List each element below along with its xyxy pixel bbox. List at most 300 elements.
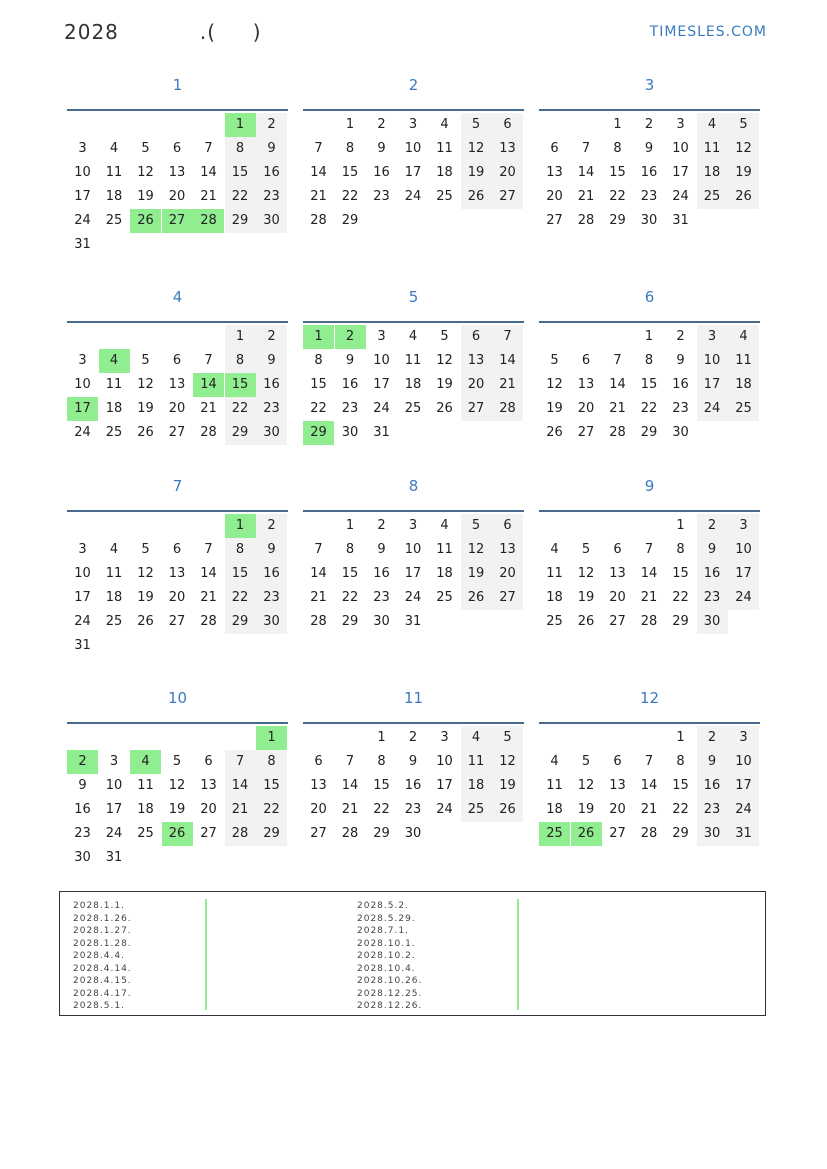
day-cell: 1 bbox=[613, 117, 622, 132]
day-cell: 14 bbox=[609, 377, 626, 392]
day-cell: 23 bbox=[373, 189, 390, 204]
day-cell: 2 bbox=[256, 514, 287, 538]
day-cell: 7 bbox=[644, 542, 654, 557]
day-cell: 17 bbox=[436, 778, 453, 793]
day-cell: 12 bbox=[461, 137, 492, 161]
day-cell: 4 bbox=[109, 141, 119, 156]
day-cell: 1 bbox=[345, 117, 355, 132]
day-cell: 18 bbox=[546, 802, 563, 817]
day-cell: 23 bbox=[640, 189, 658, 204]
day-cell: 10 bbox=[74, 165, 91, 180]
day-cell: 14 bbox=[225, 774, 256, 798]
day-cell: 23 bbox=[697, 798, 728, 822]
day-cell: 18 bbox=[105, 590, 123, 605]
legend-item: 2028.7.1. bbox=[357, 926, 409, 936]
day-cell: 28 bbox=[640, 614, 658, 629]
day-cell: 21 bbox=[492, 373, 523, 397]
day-cell: 12 bbox=[137, 377, 154, 392]
day-cell: 3 bbox=[728, 726, 759, 750]
day-cell: 13 bbox=[168, 566, 186, 581]
day-cell: 28 bbox=[310, 614, 327, 629]
day-cell: 15 bbox=[609, 165, 626, 180]
day-cell: 27 bbox=[162, 209, 193, 233]
legend-divider-right bbox=[517, 899, 519, 1010]
day-cell: 5 bbox=[141, 141, 150, 156]
day-cell: 10 bbox=[404, 141, 422, 156]
day-cell: 31 bbox=[373, 425, 390, 440]
day-cell: 18 bbox=[436, 165, 453, 180]
day-cell: 20 bbox=[609, 590, 626, 605]
legend-item: 2028.1.26. bbox=[73, 913, 132, 924]
day-cell: 4 bbox=[109, 542, 119, 557]
day-cell: 30 bbox=[697, 610, 728, 634]
day-cell: 26 bbox=[728, 185, 759, 209]
day-cell: 19 bbox=[728, 161, 759, 185]
day-cell: 11 bbox=[461, 750, 492, 774]
day-cell: 15 bbox=[225, 373, 256, 397]
day-cell: 17 bbox=[74, 189, 91, 204]
day-cell: 24 bbox=[697, 397, 728, 421]
day-cell: 25 bbox=[697, 185, 728, 209]
day-cell: 30 bbox=[697, 822, 728, 846]
day-cell: 22 bbox=[310, 401, 327, 416]
day-cell: 25 bbox=[404, 401, 422, 416]
month-grid bbox=[539, 321, 760, 440]
day-cell: 10 bbox=[672, 141, 689, 156]
month-12 bbox=[539, 688, 760, 841]
day-cell: 8 bbox=[613, 141, 622, 156]
day-cell: 9 bbox=[78, 778, 87, 793]
month-5 bbox=[303, 287, 524, 440]
day-cell: 16 bbox=[373, 165, 390, 180]
month-grid bbox=[303, 321, 524, 440]
day-cell: 9 bbox=[256, 349, 287, 373]
day-cell: 4 bbox=[550, 542, 559, 557]
day-cell: 19 bbox=[137, 590, 154, 605]
day-cell: 2 bbox=[377, 518, 386, 533]
day-cell: 13 bbox=[310, 778, 327, 793]
legend-item: 2028.5.2. bbox=[357, 901, 409, 911]
day-cell: 30 bbox=[341, 425, 359, 440]
day-cell: 23 bbox=[256, 586, 287, 610]
day-cell: 21 bbox=[609, 401, 626, 416]
day-cell: 16 bbox=[697, 562, 728, 586]
brand-logo-text[interactable]: TIMESLES.COM bbox=[649, 24, 767, 40]
day-cell: 7 bbox=[204, 353, 213, 368]
day-cell: 16 bbox=[697, 774, 728, 798]
legend-item: 2028.10.2. bbox=[357, 951, 416, 961]
day-cell: 8 bbox=[314, 353, 323, 368]
day-cell: 11 bbox=[105, 566, 123, 581]
day-cell: 9 bbox=[377, 542, 386, 557]
day-cell: 14 bbox=[492, 349, 523, 373]
day-cell: 22 bbox=[225, 586, 256, 610]
day-cell: 24 bbox=[74, 213, 91, 228]
day-cell: 29 bbox=[303, 421, 334, 445]
day-cell: 7 bbox=[314, 141, 323, 156]
month-grid bbox=[303, 510, 524, 629]
day-cell: 19 bbox=[461, 562, 492, 586]
day-cell: 3 bbox=[440, 730, 449, 745]
day-cell: 21 bbox=[341, 802, 359, 817]
day-cell: 14 bbox=[640, 566, 658, 581]
day-cell: 13 bbox=[577, 377, 595, 392]
day-cell: 1 bbox=[676, 730, 685, 745]
day-cell: 20 bbox=[492, 562, 523, 586]
day-cell: 6 bbox=[492, 113, 523, 137]
day-cell: 9 bbox=[256, 538, 287, 562]
day-cell: 27 bbox=[168, 425, 186, 440]
day-cell: 23 bbox=[74, 826, 91, 841]
day-cell: 19 bbox=[492, 774, 523, 798]
day-cell: 5 bbox=[141, 542, 150, 557]
month-7 bbox=[67, 476, 288, 653]
day-cell: 9 bbox=[676, 353, 685, 368]
day-cell: 5 bbox=[141, 353, 150, 368]
day-cell: 5 bbox=[581, 754, 591, 769]
day-cell: 3 bbox=[676, 117, 685, 132]
day-cell: 4 bbox=[461, 726, 492, 750]
day-cell: 10 bbox=[74, 566, 91, 581]
month-title: 7 bbox=[172, 477, 183, 495]
day-cell: 28 bbox=[609, 425, 626, 440]
day-cell: 20 bbox=[168, 189, 186, 204]
day-cell: 4 bbox=[697, 113, 728, 137]
day-cell: 24 bbox=[74, 425, 91, 440]
day-cell: 7 bbox=[613, 353, 622, 368]
day-cell: 30 bbox=[640, 213, 658, 228]
day-cell: 27 bbox=[492, 586, 523, 610]
month-8 bbox=[303, 476, 524, 629]
day-cell: 17 bbox=[728, 562, 759, 586]
day-cell: 18 bbox=[436, 566, 453, 581]
legend-item: 2028.5.29. bbox=[357, 913, 416, 924]
day-cell: 29 bbox=[225, 209, 256, 233]
day-cell: 7 bbox=[204, 141, 213, 156]
month-grid bbox=[67, 109, 288, 252]
day-cell: 3 bbox=[78, 141, 87, 156]
day-cell: 13 bbox=[609, 566, 626, 581]
day-cell: 18 bbox=[137, 802, 154, 817]
day-cell: 25 bbox=[436, 189, 453, 204]
day-cell: 2 bbox=[67, 750, 98, 774]
day-cell: 29 bbox=[672, 826, 689, 841]
day-cell: 29 bbox=[225, 421, 256, 445]
day-cell: 14 bbox=[310, 566, 327, 581]
month-title: 2 bbox=[408, 76, 419, 94]
day-cell: 25 bbox=[461, 798, 492, 822]
day-cell: 7 bbox=[581, 141, 591, 156]
day-cell: 26 bbox=[130, 209, 161, 233]
day-cell: 20 bbox=[577, 401, 595, 416]
day-cell: 9 bbox=[644, 141, 654, 156]
day-cell: 28 bbox=[577, 213, 595, 228]
day-cell: 2 bbox=[676, 329, 685, 344]
day-cell: 13 bbox=[200, 778, 217, 793]
day-cell: 26 bbox=[461, 185, 492, 209]
day-cell: 10 bbox=[728, 538, 759, 562]
day-cell: 4 bbox=[550, 754, 559, 769]
day-cell: 10 bbox=[404, 542, 422, 557]
legend-column-left bbox=[73, 900, 132, 1013]
legend-item: 2028.5.1. bbox=[73, 1001, 125, 1011]
day-cell: 15 bbox=[672, 778, 689, 793]
day-cell: 17 bbox=[74, 590, 91, 605]
day-cell: 11 bbox=[546, 778, 563, 793]
day-cell: 22 bbox=[672, 802, 689, 817]
day-cell: 30 bbox=[672, 425, 689, 440]
day-cell: 6 bbox=[204, 754, 213, 769]
month-6 bbox=[539, 287, 760, 440]
day-cell: 1 bbox=[676, 518, 685, 533]
day-cell: 4 bbox=[408, 329, 418, 344]
day-cell: 19 bbox=[577, 802, 595, 817]
day-cell: 21 bbox=[310, 189, 327, 204]
month-4 bbox=[67, 287, 288, 440]
month-title: 3 bbox=[644, 76, 655, 94]
day-cell: 15 bbox=[341, 165, 359, 180]
legend-column-right bbox=[357, 900, 422, 1013]
day-cell: 11 bbox=[105, 377, 123, 392]
day-cell: 8 bbox=[345, 141, 355, 156]
day-cell: 27 bbox=[546, 213, 563, 228]
day-cell: 5 bbox=[461, 113, 492, 137]
day-cell: 26 bbox=[436, 401, 453, 416]
month-grid bbox=[539, 510, 760, 629]
month-1 bbox=[67, 75, 288, 252]
day-cell: 13 bbox=[492, 538, 523, 562]
day-cell: 16 bbox=[256, 373, 287, 397]
day-cell: 19 bbox=[137, 401, 154, 416]
day-cell: 26 bbox=[577, 614, 595, 629]
day-cell: 11 bbox=[436, 141, 453, 156]
day-cell: 6 bbox=[172, 542, 182, 557]
day-cell: 12 bbox=[546, 377, 563, 392]
day-cell: 21 bbox=[640, 590, 658, 605]
day-cell: 14 bbox=[200, 165, 217, 180]
day-cell: 22 bbox=[225, 397, 256, 421]
day-cell: 17 bbox=[373, 377, 390, 392]
day-cell: 23 bbox=[341, 401, 359, 416]
day-cell: 3 bbox=[78, 353, 87, 368]
day-cell: 1 bbox=[377, 730, 386, 745]
day-cell: 22 bbox=[225, 185, 256, 209]
day-cell: 27 bbox=[461, 397, 492, 421]
day-cell: 18 bbox=[697, 161, 728, 185]
day-cell: 23 bbox=[697, 586, 728, 610]
month-grid bbox=[539, 109, 760, 228]
month-grid bbox=[67, 321, 288, 440]
month-title: 11 bbox=[403, 689, 424, 707]
day-cell: 24 bbox=[728, 586, 759, 610]
page-title: 2028 .( ) bbox=[64, 20, 262, 44]
day-cell: 12 bbox=[728, 137, 759, 161]
month-title: 10 bbox=[167, 689, 188, 707]
day-cell: 24 bbox=[728, 798, 759, 822]
day-cell: 15 bbox=[672, 566, 689, 581]
day-cell: 30 bbox=[256, 421, 287, 445]
day-cell: 16 bbox=[373, 566, 390, 581]
day-cell: 14 bbox=[341, 778, 359, 793]
day-cell: 29 bbox=[341, 213, 359, 228]
day-cell: 6 bbox=[550, 141, 559, 156]
day-cell: 29 bbox=[341, 614, 359, 629]
day-cell: 7 bbox=[204, 542, 213, 557]
month-grid bbox=[303, 109, 524, 228]
day-cell: 3 bbox=[109, 754, 119, 769]
day-cell: 14 bbox=[640, 778, 658, 793]
day-cell: 22 bbox=[672, 590, 689, 605]
day-cell: 22 bbox=[341, 189, 359, 204]
month-9 bbox=[539, 476, 760, 629]
day-cell: 6 bbox=[492, 514, 523, 538]
day-cell: 9 bbox=[345, 353, 355, 368]
day-cell: 1 bbox=[225, 514, 256, 538]
month-title: 8 bbox=[408, 477, 419, 495]
day-cell: 11 bbox=[697, 137, 728, 161]
day-cell: 27 bbox=[609, 614, 626, 629]
month-grid bbox=[67, 722, 288, 865]
day-cell: 24 bbox=[105, 826, 123, 841]
day-cell: 6 bbox=[613, 542, 622, 557]
day-cell: 5 bbox=[581, 542, 591, 557]
day-cell: 20 bbox=[200, 802, 217, 817]
day-cell: 3 bbox=[78, 542, 87, 557]
day-cell: 28 bbox=[310, 213, 327, 228]
day-cell: 10 bbox=[697, 349, 728, 373]
legend-item: 2028.4.4. bbox=[73, 951, 125, 961]
day-cell: 25 bbox=[105, 614, 123, 629]
day-cell: 21 bbox=[310, 590, 327, 605]
day-cell: 13 bbox=[546, 165, 563, 180]
day-cell: 15 bbox=[225, 562, 256, 586]
legend-item: 2028.10.4. bbox=[357, 963, 416, 974]
day-cell: 12 bbox=[436, 353, 453, 368]
legend-item: 2028.4.17. bbox=[73, 988, 132, 999]
day-cell: 10 bbox=[373, 353, 390, 368]
day-cell: 6 bbox=[314, 754, 323, 769]
day-cell: 19 bbox=[546, 401, 563, 416]
day-cell: 20 bbox=[168, 590, 186, 605]
day-cell: 4 bbox=[130, 750, 161, 774]
day-cell: 20 bbox=[461, 373, 492, 397]
day-cell: 16 bbox=[341, 377, 359, 392]
day-cell: 26 bbox=[546, 425, 563, 440]
day-cell: 11 bbox=[137, 778, 154, 793]
day-cell: 9 bbox=[377, 141, 386, 156]
day-cell: 24 bbox=[672, 189, 689, 204]
day-cell: 17 bbox=[672, 165, 689, 180]
day-cell: 26 bbox=[571, 822, 602, 846]
day-cell: 17 bbox=[67, 397, 98, 421]
day-cell: 6 bbox=[613, 754, 622, 769]
day-cell: 30 bbox=[256, 209, 287, 233]
day-cell: 26 bbox=[492, 798, 523, 822]
day-cell: 7 bbox=[225, 750, 256, 774]
month-grid bbox=[303, 722, 524, 841]
day-cell: 7 bbox=[644, 754, 654, 769]
day-cell: 27 bbox=[310, 826, 327, 841]
day-cell: 6 bbox=[581, 353, 591, 368]
day-cell: 19 bbox=[168, 802, 186, 817]
day-cell: 30 bbox=[404, 826, 422, 841]
day-cell: 23 bbox=[404, 802, 422, 817]
day-cell: 20 bbox=[609, 802, 626, 817]
day-cell: 2 bbox=[256, 325, 287, 349]
day-cell: 2 bbox=[697, 514, 728, 538]
legend-item: 2028.4.15. bbox=[73, 976, 132, 986]
month-2 bbox=[303, 75, 524, 228]
day-cell: 11 bbox=[728, 349, 759, 373]
day-cell: 14 bbox=[577, 165, 595, 180]
day-cell: 12 bbox=[577, 566, 595, 581]
day-cell: 31 bbox=[728, 822, 759, 846]
day-cell: 19 bbox=[137, 189, 154, 204]
day-cell: 26 bbox=[461, 586, 492, 610]
day-cell: 21 bbox=[577, 189, 595, 204]
day-cell: 9 bbox=[697, 538, 728, 562]
day-cell: 5 bbox=[550, 353, 559, 368]
day-cell: 1 bbox=[225, 113, 256, 137]
day-cell: 16 bbox=[256, 161, 287, 185]
day-cell: 1 bbox=[256, 726, 287, 750]
month-grid bbox=[67, 510, 288, 653]
day-cell: 2 bbox=[335, 325, 366, 349]
day-cell: 18 bbox=[105, 189, 123, 204]
day-cell: 13 bbox=[168, 165, 186, 180]
day-cell: 17 bbox=[728, 774, 759, 798]
day-cell: 23 bbox=[373, 590, 390, 605]
day-cell: 27 bbox=[168, 614, 186, 629]
legend-item: 2028.1.28. bbox=[73, 938, 132, 949]
day-cell: 10 bbox=[105, 778, 123, 793]
day-cell: 30 bbox=[256, 610, 287, 634]
day-cell: 25 bbox=[105, 425, 123, 440]
day-cell: 5 bbox=[492, 726, 523, 750]
day-cell: 12 bbox=[461, 538, 492, 562]
day-cell: 18 bbox=[404, 377, 422, 392]
day-cell: 15 bbox=[341, 566, 359, 581]
day-cell: 9 bbox=[697, 750, 728, 774]
month-title: 12 bbox=[639, 689, 660, 707]
day-cell: 22 bbox=[256, 798, 287, 822]
day-cell: 6 bbox=[172, 353, 182, 368]
day-cell: 31 bbox=[404, 614, 422, 629]
day-cell: 9 bbox=[256, 137, 287, 161]
day-cell: 21 bbox=[200, 401, 217, 416]
day-cell: 17 bbox=[404, 165, 422, 180]
day-cell: 2 bbox=[697, 726, 728, 750]
day-cell: 8 bbox=[377, 754, 386, 769]
month-11 bbox=[303, 688, 524, 841]
day-cell: 29 bbox=[640, 425, 658, 440]
month-3 bbox=[539, 75, 760, 228]
day-cell: 8 bbox=[225, 137, 256, 161]
day-cell: 11 bbox=[436, 542, 453, 557]
day-cell: 4 bbox=[99, 349, 130, 373]
day-cell: 16 bbox=[640, 165, 658, 180]
day-cell: 15 bbox=[225, 161, 256, 185]
day-cell: 26 bbox=[162, 822, 193, 846]
day-cell: 3 bbox=[728, 514, 759, 538]
day-cell: 21 bbox=[200, 590, 217, 605]
day-cell: 8 bbox=[256, 750, 287, 774]
day-cell: 18 bbox=[728, 373, 759, 397]
day-cell: 28 bbox=[225, 822, 256, 846]
day-cell: 3 bbox=[697, 325, 728, 349]
day-cell: 29 bbox=[225, 610, 256, 634]
day-cell: 20 bbox=[310, 802, 327, 817]
